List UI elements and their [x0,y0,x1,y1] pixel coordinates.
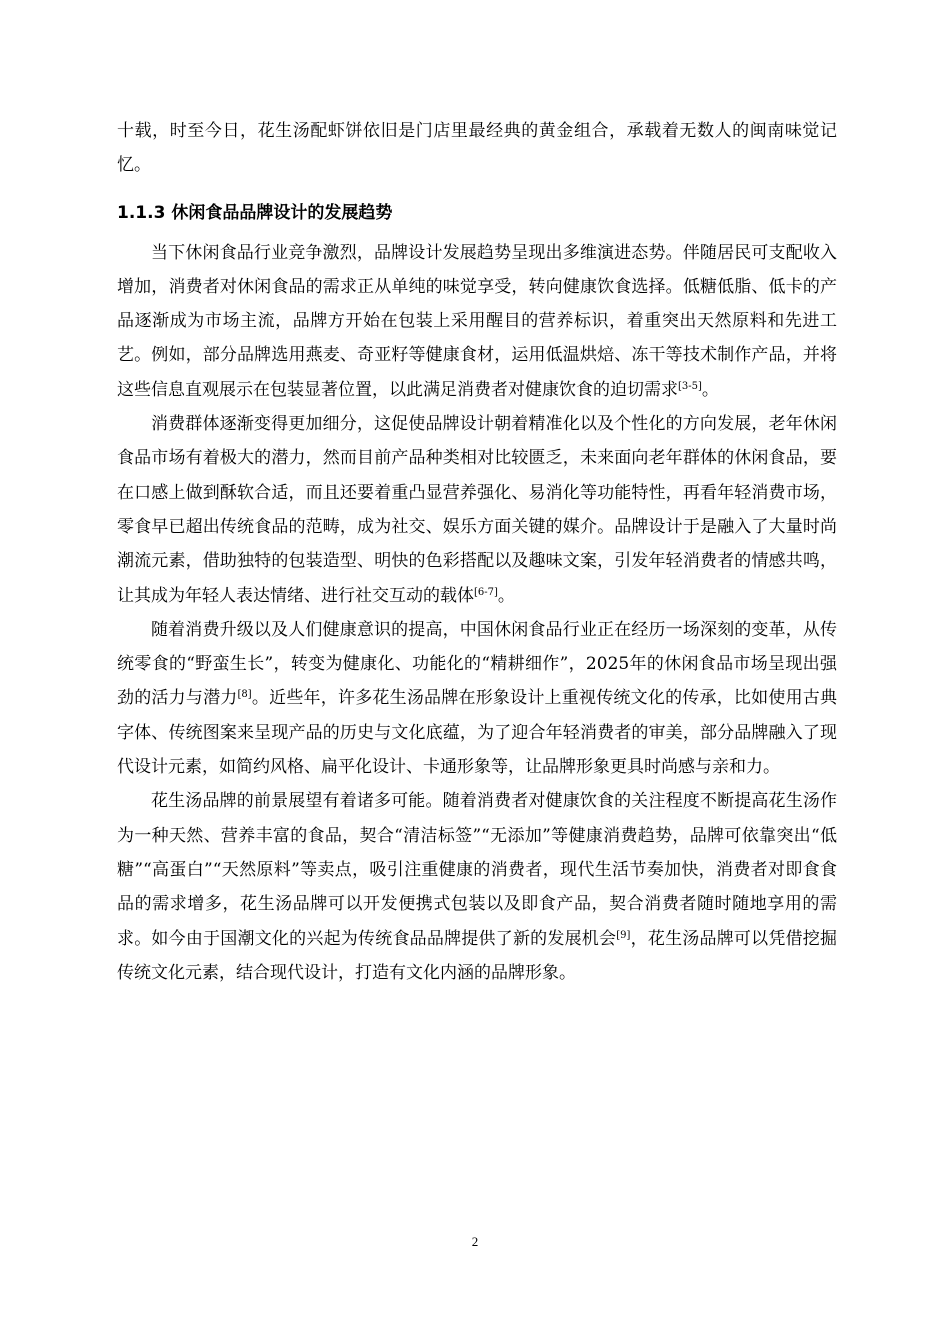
citation-6-7[interactable]: [6-7] [474,586,498,598]
paragraph-segmentation-trend [117,407,837,613]
paragraph-industry-change [117,613,837,784]
page-number: 2 [471,1234,479,1249]
paragraph-text-after: 。近些年，许多花生汤品牌在形象设计上重视传统文化的传承，比如使用古典字体、传统图案来呈现产品的历史与文化底蕴，为了迎合年轻消费者的审美，部分品牌融入了现代设计元素，如简约风格、扁平化设计、卡通形象等，让品牌形象更具时尚感与亲和力。 [117,688,838,778]
paragraph-tail: 。 [701,379,719,400]
page-body [117,114,837,990]
paragraph-health-trend [117,236,837,407]
section-heading: 1.1.3 休闲食品品牌设计的发展趋势 [117,202,393,223]
intro-paragraph: 十载，时至今日，花生汤配虾饼依旧是门店里最经典的黄金组合，承载着无数人的闽南味觉记忆。 [117,121,837,176]
paragraph-text-before: 随着消费升级以及人们健康意识的提高，中国休闲食品行业正在经历一场深刻的变革，从传统零食的“野蛮生长”，转变为健康化、功能化的“精耕细作”，2025年的休闲食品市场呈现出强劲的活力与潜力 [117,619,837,709]
citation-8[interactable]: [8] [237,689,252,701]
paragraph-text: 消费群体逐渐变得更加细分，这促使品牌设计朝着精准化以及个性化的方向发展，老年休闲食品市场有着极大的潜力，然而目前产品种类相对比较匮乏，未来面向老年群体的休闲食品，要在口感上做到酥软合适，而且还要着重凸显营养强化、易消化等功能特性，再看年轻消费市场，零食早已超出传统食品的范畴，成为社交、娱乐方面关键的媒介。品牌设计于是融入了大量时尚潮流元素，借助独特的包装造型、明快的色彩搭配以及趣味文案，引发年轻消费者的情感共鸣，让其成为年轻人表达情绪、进行社交互动的载体 [117,414,837,606]
paragraph-tail: 。 [497,585,515,606]
paragraph-text: 当下休闲食品行业竞争激烈，品牌设计发展趋势呈现出多维演进态势。伴随居民可支配收入增加，消费者对休闲食品的需求正从单纯的味觉享受，转向健康饮食选择。低糖低脂、低卡的产品逐渐成为市场主流，品牌方开始在包装上采用醒目的营养标识，着重突出天然原料和先进工艺。例如，部分品牌选用燕麦、奇亚籽等健康食材，运用低温烘焙、冻干等技术制作产品，并将这些信息直观展示在包装显著位置，以此满足消费者对健康饮食的迫切需求 [117,242,837,400]
citation-3-5[interactable]: [3-5] [678,380,702,392]
paragraph-brand-outlook [117,784,837,990]
citation-9[interactable]: [9] [616,929,631,941]
paragraph-text-before: 花生汤品牌的前景展望有着诸多可能。随着消费者对健康饮食的关注程度不断提高花生汤作为一种天然、营养丰富的食品，契合“清洁标签”“无添加”等健康消费趋势，品牌可依靠突出“低糖”“高蛋白”“天然原料”等卖点，吸引注重健康的消费者，现代生活节奏加快，消费者对即食食品的需求增多，花生汤品牌可以开发便携式包装以及即食产品，契合消费者随时随地享用的需求。如今由于国潮文化的兴起为传统食品品牌提供了新的发展机会 [117,791,837,949]
paragraph-text-after: ，花生汤品牌可以凭借挖掘传统文化元素，结合现代设计，打造有文化内涵的品牌形象。 [117,928,838,983]
